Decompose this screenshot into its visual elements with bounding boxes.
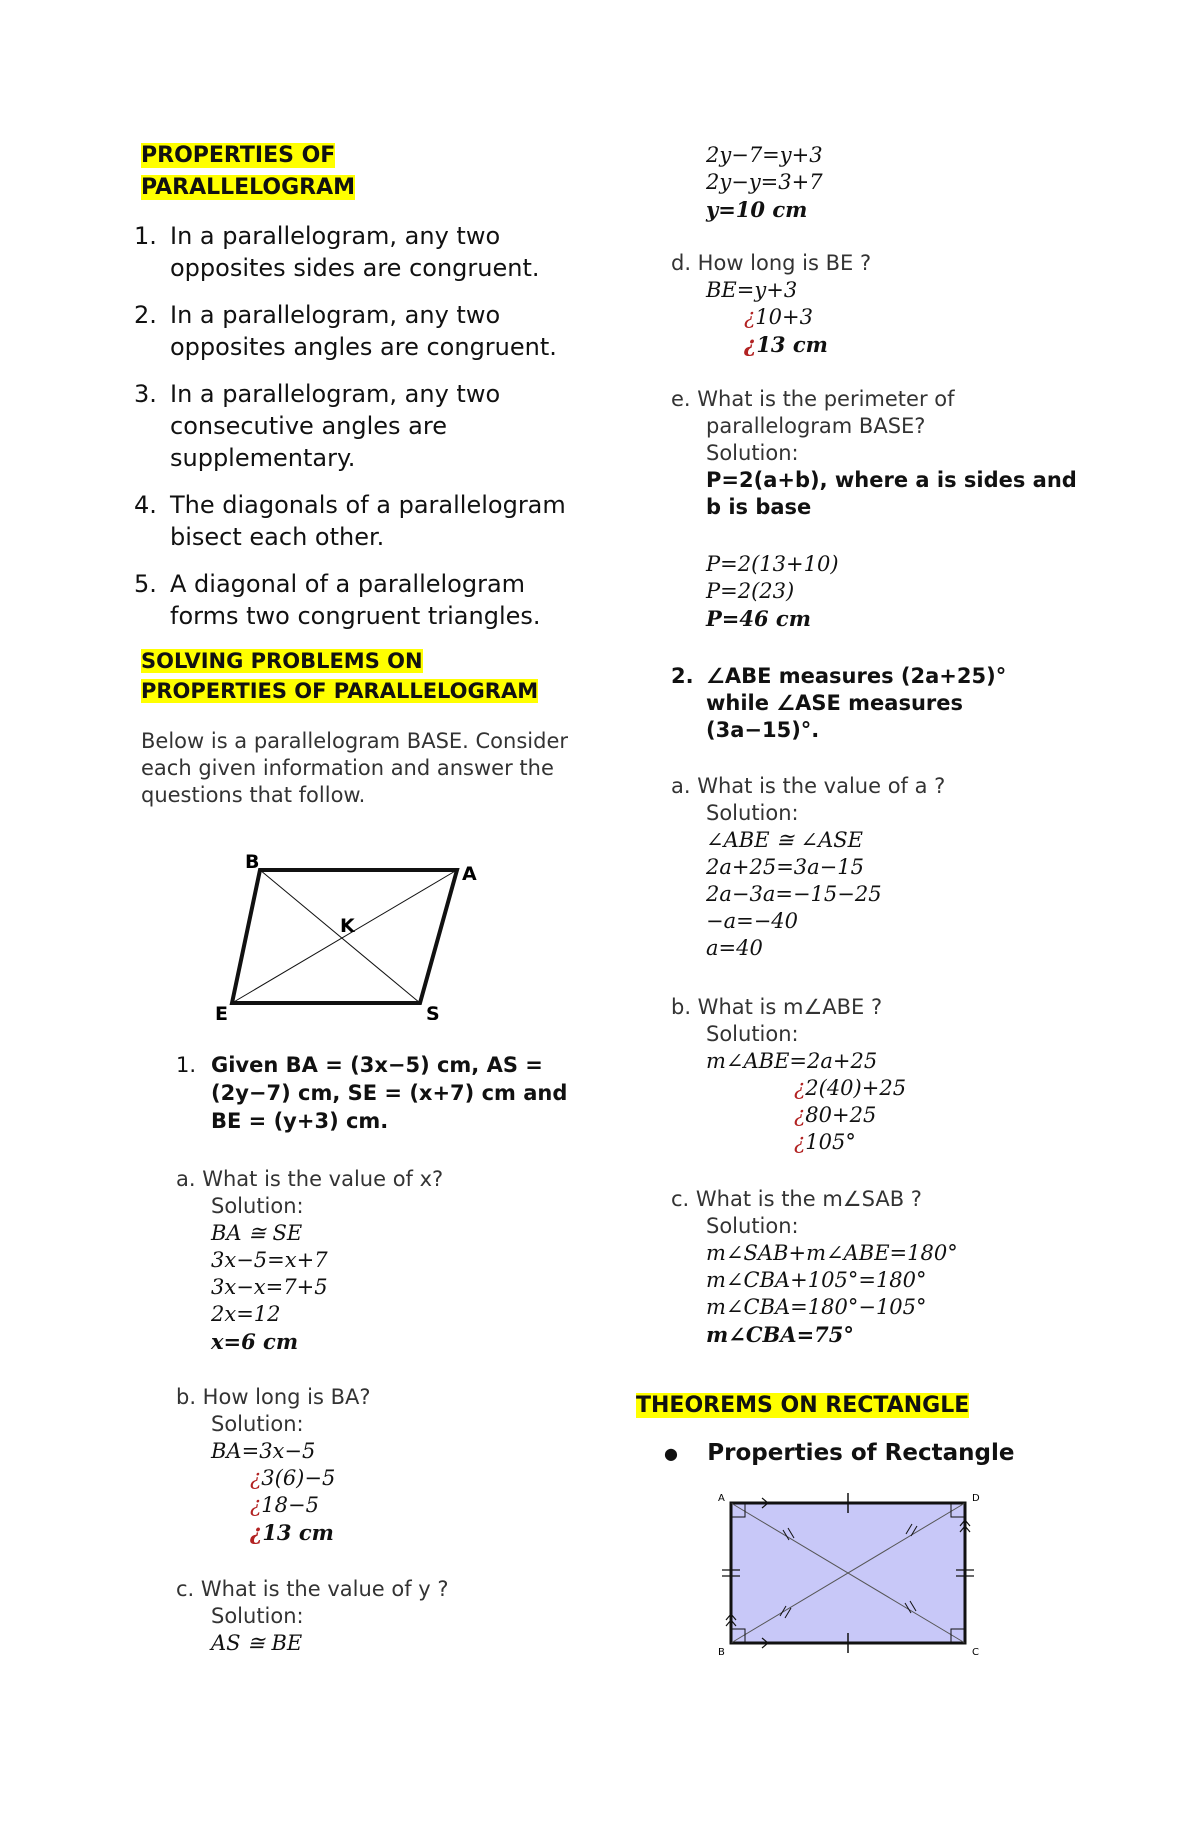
step: BA ≅ SE [211,1221,303,1245]
step: ¿10+3 [744,305,813,329]
step: ¿2(40)+25 [794,1076,907,1100]
given-line: while ∠ASE measures [706,691,964,715]
step: ¿105° [794,1130,856,1154]
step: x=6 cm [211,1329,299,1354]
question-c: c. What is the m∠SAB ? [671,1187,922,1211]
solution-label: Solution: [211,1412,304,1436]
list-item [134,299,574,363]
step: P=2(13+10) [706,552,839,576]
step: y=10 cm [706,197,808,222]
question-c: c. What is the value of y ? [176,1577,449,1601]
vertex-label-a: A [462,863,477,885]
vertex-label-e: E [215,1003,228,1020]
item-number: 1. [134,222,157,250]
rectangle-properties-label [664,1440,1014,1466]
heading-line: THEOREMS ON RECTANGLE [636,1393,970,1418]
corner-label-c: C [972,1647,979,1658]
step: 3x−5=x+7 [211,1248,328,1272]
intro-text: Below is a parallelogram BASE. Consider each given information and answer the questions that follow. [141,729,568,807]
formula: P=2(a+b), where a is sides and [706,468,1077,492]
item-number: 3. [134,380,157,408]
step: ¿3(6)−5 [250,1466,336,1490]
vertex-label-k: K [340,915,355,937]
heading-rectangle [636,1390,969,1422]
item-text: In a parallelogram, any two opposites angles are congruent. [170,301,557,361]
step: P=2(23) [706,579,795,603]
step: 3x−x=7+5 [211,1275,328,1299]
corner-label-d: D [972,1493,980,1504]
question-e: e. What is the perimeter of [671,387,955,411]
item-text: A diagonal of a parallelogram forms two congruent triangles. [170,570,541,630]
list-item [134,220,574,284]
heading-solving [141,646,538,707]
bullet-icon: ● [664,1444,678,1463]
item-number: 4. [134,491,157,519]
item-text: In a parallelogram, any two consecutive angles are supplementary. [170,380,501,472]
step: BE=y+3 [706,278,798,302]
step: ¿13 cm [744,332,828,357]
solution-label: Solution: [706,801,799,825]
step: ¿18−5 [250,1493,319,1517]
question-b: b. How long is BA? [176,1385,371,1409]
corner-label-b: B [718,1647,725,1658]
properties-list [134,220,574,647]
given-line: (2y−7) cm, SE = (x+7) cm and [211,1081,568,1105]
step: 2y−y=3+7 [706,170,823,194]
step: 2a+25=3a−15 [706,855,864,879]
heading-line: SOLVING PROBLEMS ON [141,649,423,673]
question-e: parallelogram BASE? [706,414,926,438]
properties-label-text: Properties of Rectangle [707,1440,1015,1466]
formula: b is base [706,495,812,519]
list-item [134,489,574,553]
question-b: b. What is m∠ABE ? [671,995,883,1019]
rectangle-figure [710,1490,1000,1660]
corner-label-a: A [718,1493,725,1504]
vertex-label-s: S [426,1003,440,1020]
item-number: 2. [134,301,157,329]
question-a: a. What is the value of a ? [671,774,946,798]
given-line: ∠ABE measures (2a+25)° [706,664,1007,688]
problem-number: 2. [671,664,694,688]
step: m∠CBA=180°−105° [706,1295,927,1319]
solution-label: Solution: [706,441,799,465]
step: 2a−3a=−15−25 [706,882,882,906]
item-number: 5. [134,570,157,598]
step: ¿13 cm [250,1520,334,1545]
item-text: In a parallelogram, any two opposites sides are congruent. [170,222,540,282]
step: 2x=12 [211,1302,281,1326]
heading-line: PARALLELOGRAM [141,174,356,200]
question-d: d. How long is BE ? [671,251,872,275]
step: BA=3x−5 [211,1439,316,1463]
step: m∠CBA=75° [706,1322,854,1347]
step: 2y−7=y+3 [706,143,823,167]
step: a=40 [706,936,763,960]
list-item [134,378,574,474]
step: −a=−40 [706,909,799,933]
problem-number: 1. [176,1053,197,1077]
given-line: Given BA = (3x−5) cm, AS = [211,1053,543,1077]
solution-label: Solution: [706,1214,799,1238]
solution-label: Solution: [211,1604,304,1628]
given-line: (3a−15)°. [706,718,820,742]
solution-label: Solution: [211,1194,304,1218]
step: m∠ABE=2a+25 [706,1049,878,1073]
step: ¿80+25 [794,1103,877,1127]
step: m∠CBA+105°=180° [706,1268,927,1292]
item-text: The diagonals of a parallelogram bisect each other. [170,491,566,551]
heading-properties [141,140,355,204]
step: ∠ABE ≅ ∠ASE [706,828,863,852]
question-a: a. What is the value of x? [176,1167,444,1191]
heading-line: PROPERTIES OF [141,143,336,168]
given-line: BE = (y+3) cm. [211,1109,389,1133]
solution-label: Solution: [706,1022,799,1046]
step: P=46 cm [706,606,811,631]
list-item [134,568,574,632]
heading-line: PROPERTIES OF PARALLELOGRAM [141,679,539,704]
vertex-label-b: B [245,851,260,873]
step: AS ≅ BE [211,1631,303,1655]
parallelogram-figure [200,850,500,1020]
step: m∠SAB+m∠ABE=180° [706,1241,958,1265]
